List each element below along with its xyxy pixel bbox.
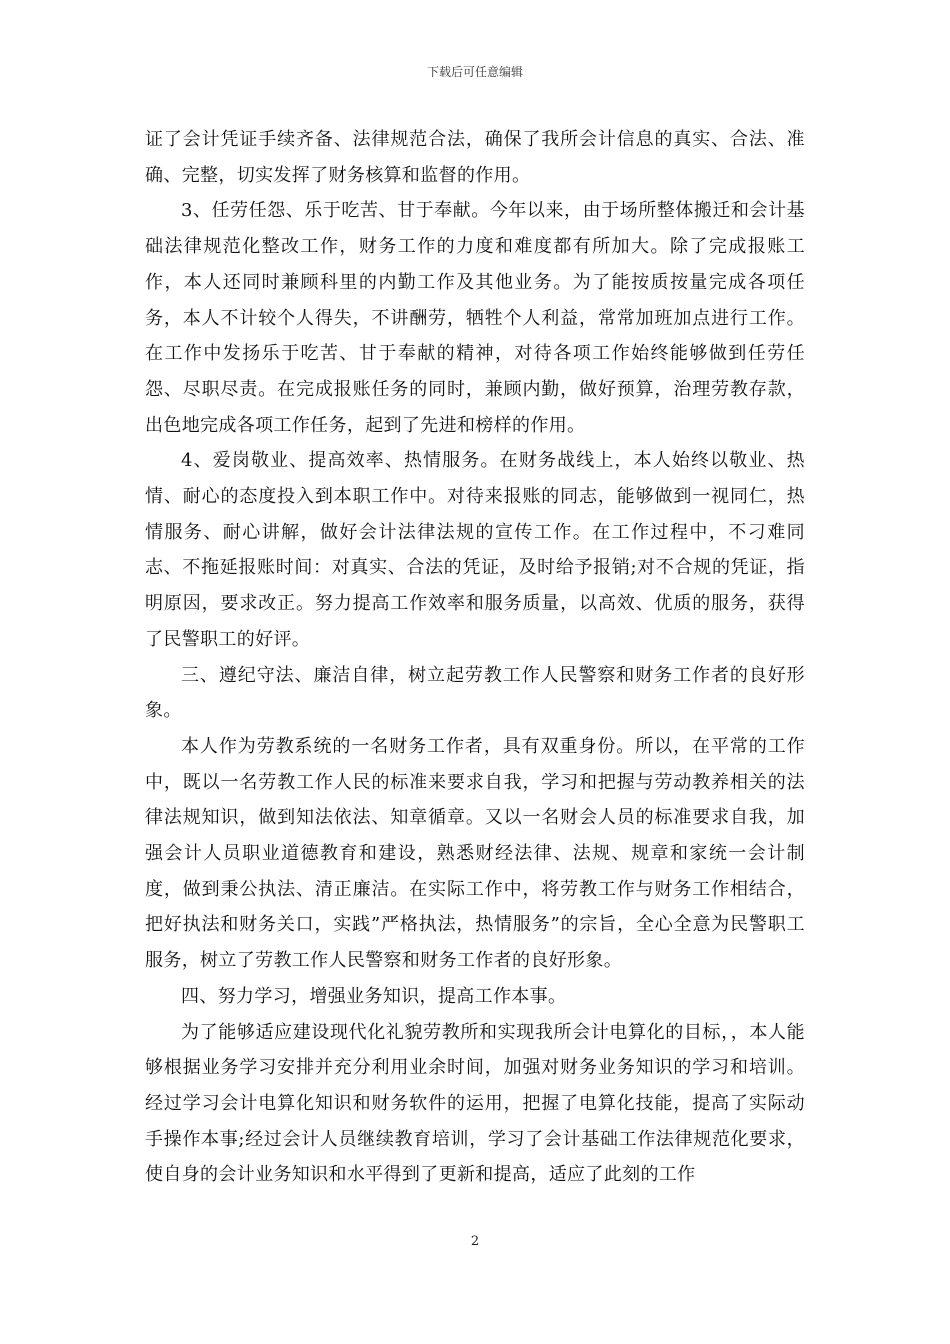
paragraph-continuation: 证了会计凭证手续齐备、法律规范合法，确保了我所会计信息的真实、合法、准确、完整，切实发挥了财务核算和监督的作用。 (145, 129, 805, 186)
paragraph-item-4: 4、爱岗敬业、提高效率、热情服务。在财务战线上，本人始终以敬业、热情、耐心的态度投入到本职工作中。对待来报账的同志，能够做到一视同仁，热情服务、耐心讲解，做好会计法律法规的宣传工作。在工作过程中，不刁难同志、不拖延报账时间：对真实、合法的凭证，及时给予报销;对不合规的凭证，指明原因，要求改正。努力提高工作效率和服务质量，以高效、优质的服务，获得了民警职工的好评。 (145, 450, 805, 650)
document-body (145, 122, 805, 1193)
section-heading-4: 四、努力学习，增强业务知识，提高工作本事。 (181, 985, 567, 1007)
paragraph-section-4-body: 为了能够适应建设现代化礼貌劳教所和实现我所会计电算化的目标，，本人能够根据业务学习安排并充分利用业余时间，加强对财务业务知识的学习和培训。经过学习会计电算化知识和财务软件的运用，把握了电算化技能，提高了实际动手操作本事;经过会计人员继续教育培训，学习了会计基础工作法律规范化要求，使自身的会计业务知识和水平得到了更新和提高，适应了此刻的工作 (145, 1021, 805, 1186)
paragraph-section-3-body: 本人作为劳教系统的一名财务工作者，具有双重身份。所以，在平常的工作中，既以一名劳教工作人民的标准来要求自我，学习和把握与劳动教养相关的法律法规知识，做到知法依法、知章循章。又以一名财会人员的标准要求自我，加强会计人员职业道德教育和建设，熟悉财经法律、法规、规章和家统一会计制度，做到秉公执法、清正廉洁。在实际工作中，将劳教工作与财务工作相结合，把好执法和财务关口，实践”严格执法，热情服务”的宗旨，全心全意为民警职工服务，树立了劳教工作人民警察和财务工作者的良好形象。 (145, 735, 805, 972)
paragraph-item-3: 3、任劳任怨、乐于吃苦、甘于奉献。今年以来，由于场所整体搬迁和会计基础法律规范化整改工作，财务工作的力度和难度都有所加大。除了完成报账工作，本人还同时兼顾科里的内勤工作及其他业务。为了能按质按量完成各项任务，本人不计较个人得失，不讲酬劳，牺牲个人利益，常常加班加点进行工作。在工作中发扬乐于吃苦、甘于奉献的精神，对待各项工作始终能够做到任劳任怨、尽职尽责。在完成报账任务的同时，兼顾内勤，做好预算，治理劳教存款，出色地完成各项工作任务，起到了先进和榜样的作用。 (145, 200, 805, 436)
section-heading-3: 三、遵纪守法、廉洁自律，树立起劳教工作人民警察和财务工作者的良好形象。 (145, 664, 805, 722)
page-number: 2 (470, 1234, 480, 1249)
page-header: 下载后可任意编辑 (426, 65, 523, 79)
